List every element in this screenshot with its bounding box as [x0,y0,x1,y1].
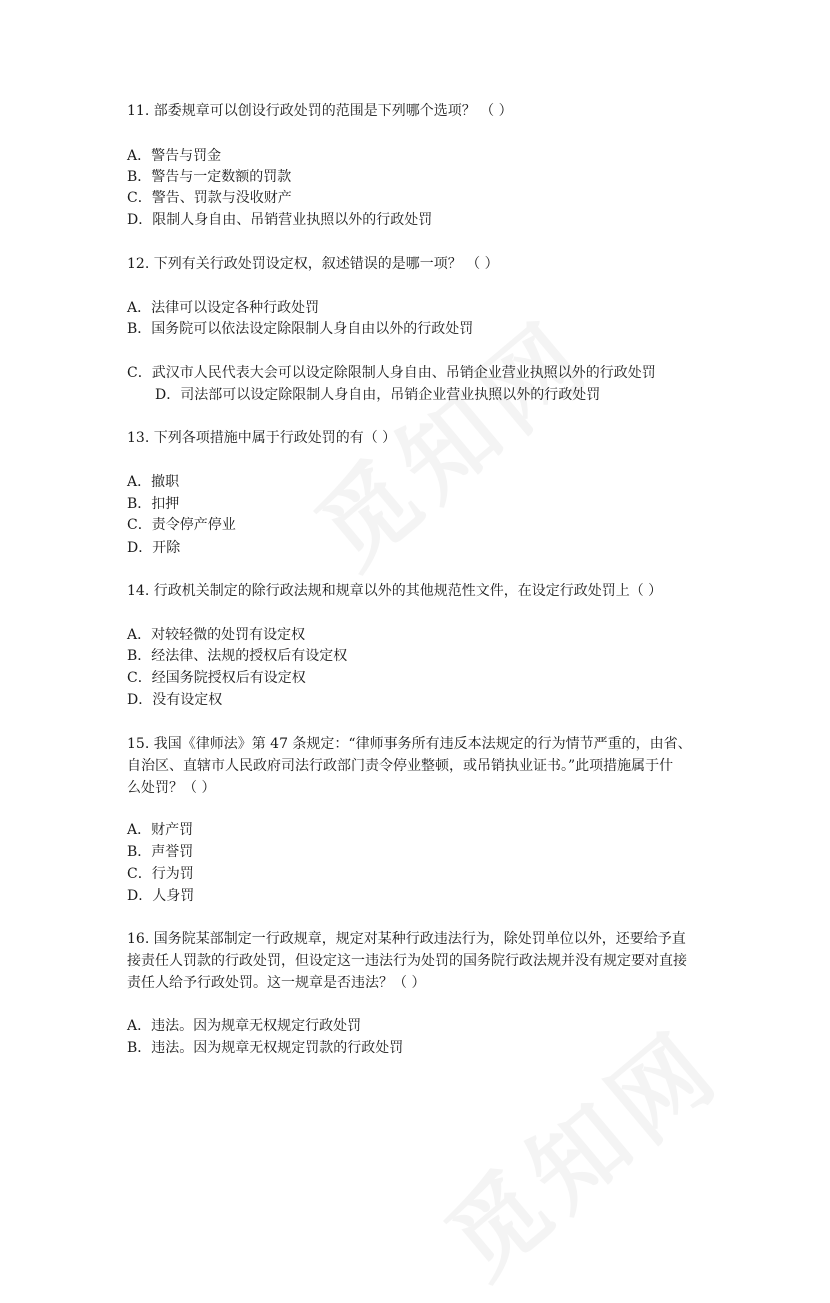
q15-option-a: A．财产罚 [127,822,194,838]
q14-stem-line: 14. 行政机关制定的除行政法规和规章以外的其他规范性文件，在设定行政处罚上（ ） [127,583,663,599]
q11-option-d: D．限制人身自由、吊销营业执照以外的行政处罚 [127,212,433,228]
q11-stem-line: 11. 部委规章可以创设行政处罚的范围是下列哪个选项？ （ ） [127,103,513,119]
q12-option-c: C．武汉市人民代表大会可以设定除限制人身自由、吊销企业营业执照以外的行政处罚 [127,365,656,381]
q14-option-d: D．没有设定权 [127,692,223,708]
q12-option-a: A．法律可以设定各种行政处罚 [127,300,320,316]
q13-stem-line: 13. 下列各项措施中属于行政处罚的有（ ） [127,430,397,446]
q15-option-b: B．声誉罚 [127,844,194,860]
q13-option-c: C．责令停产停业 [127,517,236,533]
q16-option-b: B．违法。因为规章无权规定罚款的行政处罚 [127,1040,404,1056]
q13-option-a: A．撤职 [127,474,180,490]
q15-option-c: C．行为罚 [127,866,194,882]
q16-stem-line: 接责任人罚款的行政处罚，但设定这一违法行为处罚的国务院行政法规并没有规定要对直接 [127,953,687,969]
watermark-bottom [413,994,745,1303]
q15-stem-line: 么处罚？（ ） [127,780,216,796]
q15-stem-line: 自治区、直辖市人民政府司法行政部门责令停业整顿，或吊销执业证书。”此项措施属于什 [127,758,674,774]
q13-option-b: B．扣押 [127,496,180,512]
q15-stem-line: 15. 我国《律师法》第 47 条规定：“律师事务所有违反本法规定的行为情节严重的，由省、 [127,736,692,752]
q13-option-d: D．开除 [127,540,181,556]
q16-option-a: A．违法。因为规章无权规定行政处罚 [127,1018,362,1034]
q14-option-c: C．经国务院授权后有设定权 [127,670,306,686]
q15-option-d: D．人身罚 [127,888,195,904]
q12-stem-line: 12. 下列有关行政处罚设定权，叙述错误的是哪一项？ （ ） [127,256,499,272]
q16-stem-line: 16. 国务院某部制定一行政规章，规定对某种行政违法行为，除处罚单位以外，还要给予直 [127,931,686,947]
q16-stem-line: 责任人给予行政处罚。这一规章是否违法？（ ） [127,975,426,991]
q12-option-d: D．司法部可以设定除限制人身自由，吊销企业营业执照以外的行政处罚 [155,387,601,403]
q14-option-a: A．对较轻微的处罚有设定权 [127,627,306,643]
q11-option-a: A．警告与罚金 [127,148,222,164]
q11-option-b: B．警告与一定数额的罚款 [127,169,292,185]
q12-option-b: B．国务院可以依法设定除限制人身自由以外的行政处罚 [127,321,474,337]
q14-option-b: B．经法律、法规的授权后有设定权 [127,648,348,664]
q11-option-c: C．警告、罚款与没收财产 [127,190,292,206]
